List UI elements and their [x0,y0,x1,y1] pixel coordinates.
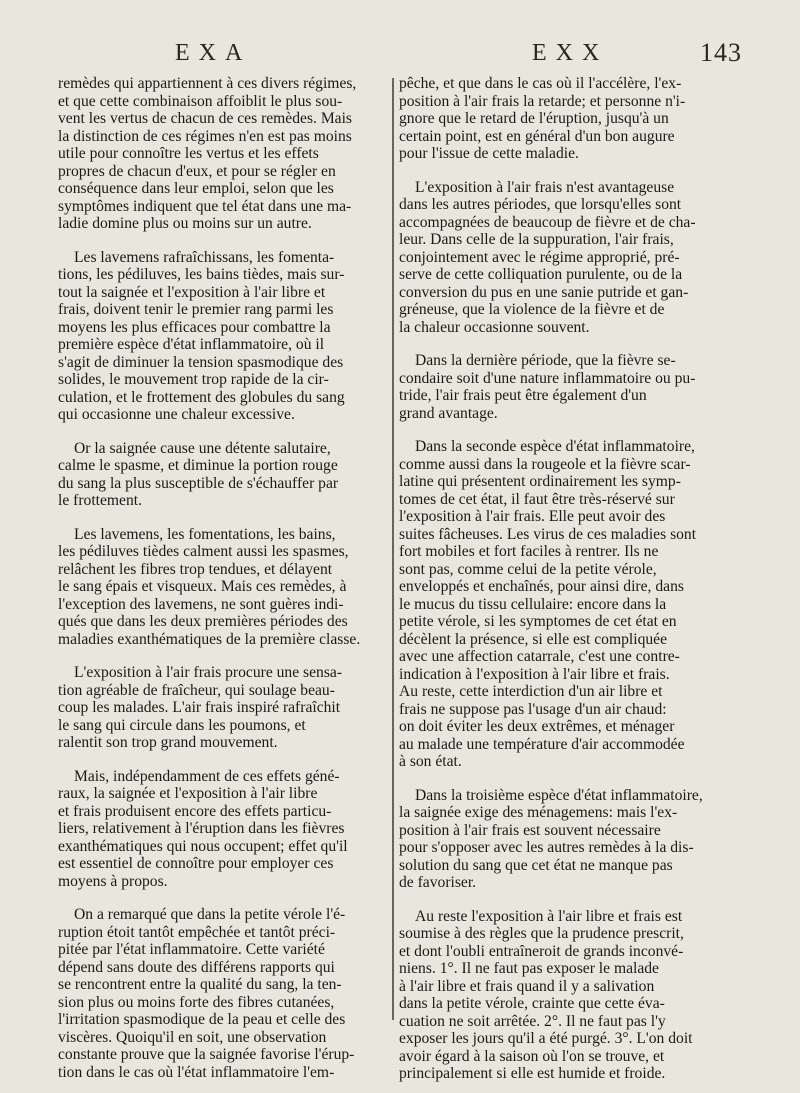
paragraph: pêche, et que dans le cas où il l'accélère, l'ex- position à l'air frais la retarde; et personne n'i- gnore que le retard de l'éruption, jusqu'à un certain point, est en général d'un bon augure pour l'issue de cette maladie. [399,75,686,162]
paragraph: Au reste l'exposition à l'air libre et frais est soumise à des règles que la prudence prescrit, et dont l'oubli entraîneroit de grands inconvé- niens. 1°. Il ne faut pas exposer le malade à l'air libre et frais quand il y a salivation dans la petite vérole, crainte que cette éva- cuation ne soit arrêtée. 2°. Il ne faut pas l'y exposer les jours qu'il a été purgé. 3°. L'on doit avoir égard à la saison où l'on se trouve, et principalement si elle est humide et froide. [399,907,693,1082]
paragraph: Or la saignée cause une détente salutaire, calme le spasme, et diminue la portion rouge du sang la plus susceptible de s'échauffer par le frottement. [58,439,339,509]
paragraph: L'exposition à l'air frais n'est avantageuse dans les autres périodes, que lorsqu'elles sont accompagnées de beaucoup de fièvre et de cha- leur. Dans celle de la suppuration, l'air frais, conjointement avec le régime approprié, pré- serve de cette colliquation purulente, ou de la conversion du pus en une sanie putride et gan- gréneuse, que la violence de la fièvre et de la chaleur occasionne souvent. [399,178,696,336]
right-column [399,75,735,1083]
paragraph: L'exposition à l'air frais procure une sensa- tion agréable de fraîcheur, qui soulage beau- coup les malades. L'air frais inspiré rafraîchit le sang qui circule dans les poumons, et ralentit son trop grand mouvement. [58,664,343,751]
paragraph: Les lavemens rafraîchissans, les fomenta- tions, les pédiluves, les bains tièdes, mais sur- tout la saignée et l'exposition à l'air libre et frais, doivent tenir le premier rang parmi les moyens les plus efficaces pour combattre la première espèce d'état inflammatoire, où il s'agit de diminuer la tension spasmodique des solides, le mouvement trop rapide de la cir- culation, et le frottement des globules du sang qui occasionne une chaleur excessive. [58,248,345,423]
paragraph: On a remarqué que dans la petite vérole l'é- ruption étoit tantôt empêchée et tantôt préci- pitée par l'état inflammatoire. Cette variété dépend sans doute des différens rapports qui se rencontrent entre la qualité du sang, la ten- sion plus ou moins forte des fibres cutanées, l'irritation spasmodique de la peau et celle des viscères. Quoiqu'il en soit, une observation constante prouve que la saignée favorise l'érup- tion dans le cas où l'état inflammatoire l'em- [58,906,355,1081]
paragraph: Mais, indépendamment de ces effets géné- raux, la saignée et l'exposition à l'air libre et frais produisent encore des effets particu- liers, relativement à l'éruption dans les fièvres exanthématiques qui nous occupent; effet qu'il est essentiel de connoître pour employer ces moyens à propos. [58,767,348,890]
paragraph: Dans la dernière période, que la fièvre se- condaire soit d'une nature inflammatoire ou pu- tride, l'air frais peut être également d'un grand avantage. [399,352,696,422]
paragraph: Les lavemens, les fomentations, les bains, les pédiluves tièdes calment aussi les spasmes, relâchent les fibres trop tendues, et délayent le sang épais et visqueux. Mais ces remèdes, à l'exception des lavemens, ne sont guères indi- qués que dans les deux premières périodes des maladies exanthématiques de la première classe. [58,525,361,648]
paragraph: Dans la seconde espèce d'état inflammatoire, comme aussi dans la rougeole et la fièvre scar- latine qui présentent ordinairement les symp- tomes de cet état, il faut être très-réservé sur l'exposition à l'air frais. Elle peut avoir des suites fâcheuses. Les virus de ces maladies sont fort mobiles et fort faciles à rentrer. Ils ne sont pas, comme celui de la petite vérole, enveloppés et enchaînés, pour ainsi dire, dans le mucus du tissu cellulaire: encore dans la petite vérole, si les symptomes de cet état en décèlent la présence, si elle est compliquée avec une affection catarrale, c'est une contre- indication à l'exposition à l'air libre et frais. Au reste, cette interdiction d'un air libre et frais ne suppose pas l'usage d'un air chaud: on doit éviter les deux extrêmes, et ménager au malade une température d'air accommodée à son état. [399,438,697,770]
paragraph: remèdes qui appartiennent à ces divers régimes, et que cette combinaison affoiblit le plus sou- vent les vertus de chacun de ces remèdes. Mais la distinction de ces régimes n'en est pas moins utile pour connoître les vertus et les effets propres de chacun d'eux, et pour se régler en conséquence dans leur emploi, selon que les symptômes indiquent que tel état dans une ma- ladie domine plus ou moins sur un autre. [58,75,357,232]
running-head-right: EXX [532,40,609,66]
left-column [58,75,384,1081]
running-head-left: EXA [175,40,252,66]
column-divider [392,78,394,1020]
paragraph: Dans la troisième espèce d'état inflammatoire, la saignée exige des ménagemens: mais l'ex- position à l'air frais est souvent nécessaire pour s'opposer avec les autres remèdes à la dis- solution du sang que cet état ne manque pas de favoriser. [399,786,703,891]
page-number: 143 [700,38,742,67]
